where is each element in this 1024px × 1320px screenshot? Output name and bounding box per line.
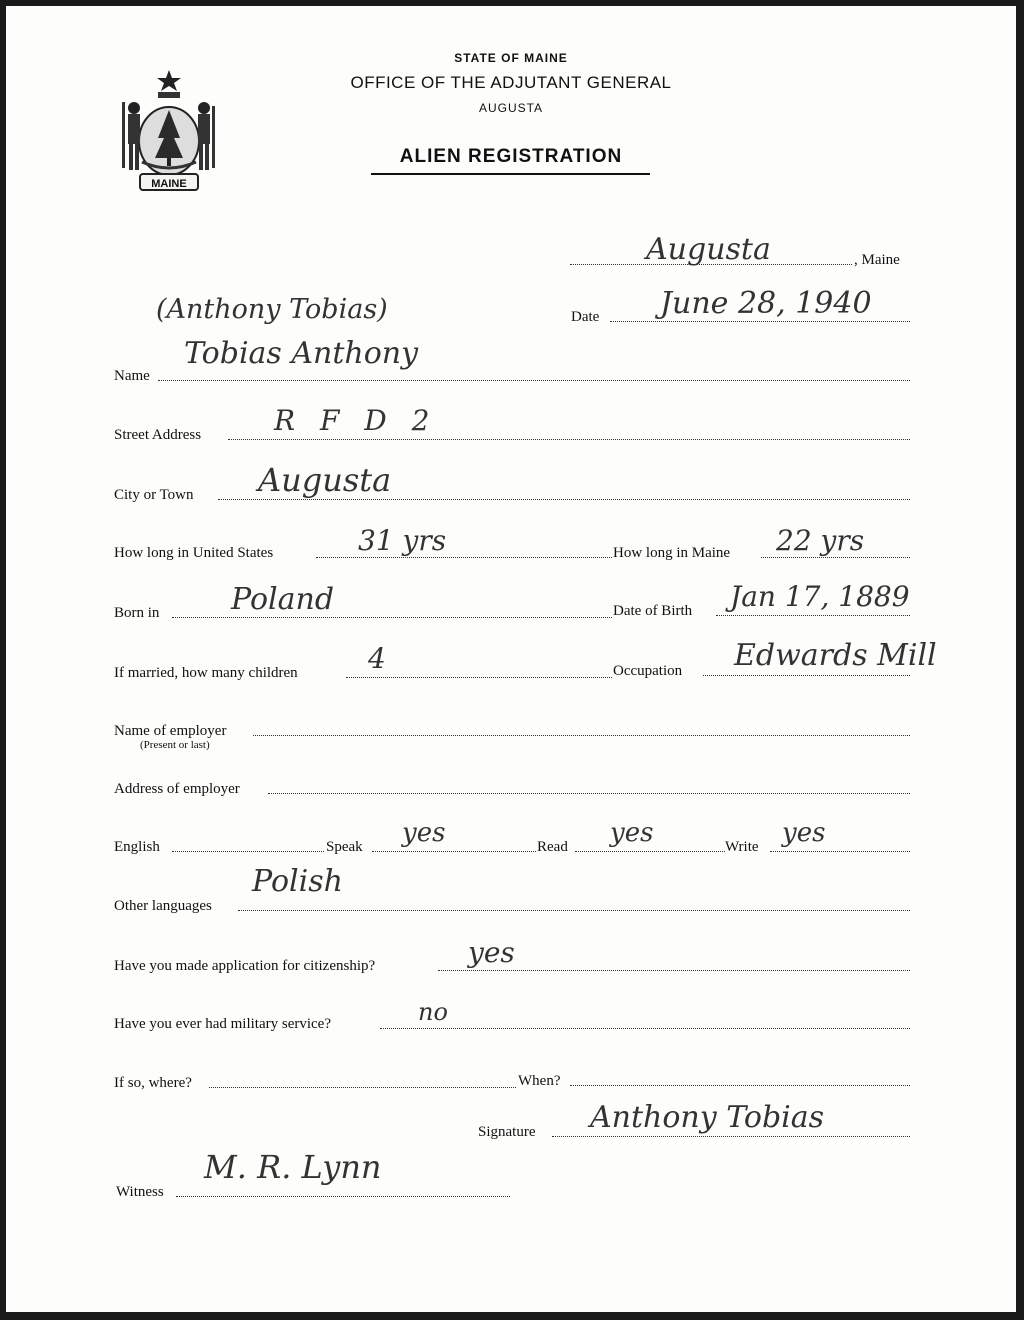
other-languages-value: Polish	[252, 864, 343, 899]
born-in-label: Born in	[114, 605, 160, 621]
employer-address-label: Address of employer	[114, 781, 240, 797]
registration-form	[6, 6, 1016, 1312]
military-label: Have you ever had military service?	[114, 1016, 331, 1032]
title-underline	[371, 173, 650, 175]
occupation-line	[703, 675, 910, 676]
write-value: yes	[782, 818, 826, 848]
office-heading: OFFICE OF THE ADJUTANT GENERAL	[350, 73, 672, 92]
occupation-value: Edwards Mill	[734, 638, 937, 673]
if-so-where-label: If so, where?	[114, 1075, 192, 1091]
other-languages-line	[238, 910, 910, 911]
english-line	[172, 851, 324, 852]
english-label: English	[114, 839, 160, 855]
how-long-maine-value: 22 yrs	[776, 524, 865, 557]
employer-name-label: Name of employer	[114, 723, 227, 739]
other-languages-label: Other languages	[114, 898, 212, 914]
city-label: City or Town	[114, 487, 194, 503]
write-line	[770, 851, 910, 852]
place-value: Augusta	[646, 232, 771, 267]
read-value: yes	[610, 818, 654, 848]
children-line	[346, 677, 612, 678]
citizenship-label: Have you made application for citizenship?	[114, 958, 376, 974]
date-line	[610, 321, 910, 322]
city-heading: AUGUSTA	[478, 101, 544, 115]
signature-line	[552, 1136, 910, 1137]
seal-banner-text: MAINE	[151, 178, 187, 190]
citizenship-line	[438, 970, 910, 971]
witness-value: M. R. Lynn	[204, 1148, 382, 1186]
military-value: no	[418, 998, 448, 1026]
employer-name-line	[253, 735, 910, 736]
occupation-label: Occupation	[613, 663, 683, 679]
form-title: ALIEN REGISTRATION	[399, 146, 623, 167]
how-long-us-label: How long in United States	[114, 545, 274, 561]
signature-value: Anthony Tobias	[590, 1100, 825, 1135]
speak-line	[372, 851, 536, 852]
military-line	[380, 1028, 910, 1029]
how-long-us-line	[316, 557, 612, 558]
street-address-value: R F D 2	[274, 404, 438, 437]
how-long-maine-line	[761, 557, 910, 558]
date-value: June 28, 1940	[660, 286, 872, 321]
citizenship-value: yes	[468, 936, 515, 969]
name-value: Tobias Anthony	[184, 336, 419, 371]
when-label: When?	[518, 1073, 561, 1089]
where-line	[209, 1087, 516, 1088]
born-in-line	[172, 617, 612, 618]
children-label: If married, how many children	[114, 665, 298, 681]
city-line	[218, 499, 910, 500]
name-note-value: (Anthony Tobias)	[156, 294, 388, 325]
read-line	[575, 851, 725, 852]
maine-label: , Maine	[854, 252, 900, 268]
read-label: Read	[537, 839, 568, 855]
how-long-maine-label: How long in Maine	[613, 545, 731, 561]
city-value: Augusta	[258, 461, 392, 499]
name-line	[158, 380, 910, 381]
speak-label: Speak	[326, 839, 363, 855]
witness-label: Witness	[116, 1184, 164, 1200]
witness-line	[176, 1196, 510, 1197]
when-line	[570, 1085, 910, 1086]
name-label: Name	[114, 368, 150, 384]
employer-note: (Present or last)	[140, 739, 210, 751]
street-address-label: Street Address	[114, 427, 202, 443]
how-long-us-value: 31 yrs	[358, 524, 447, 557]
signature-label: Signature	[478, 1124, 536, 1140]
write-label: Write	[725, 839, 759, 855]
children-value: 4	[368, 642, 386, 675]
street-address-line	[228, 439, 910, 440]
born-in-value: Poland	[231, 582, 335, 617]
speak-value: yes	[402, 818, 446, 848]
date-label: Date	[571, 309, 600, 325]
date-of-birth-value: Jan 17, 1889	[730, 580, 910, 613]
employer-address-line	[268, 793, 910, 794]
date-of-birth-label: Date of Birth	[613, 603, 693, 619]
state-heading: STATE OF MAINE	[454, 51, 568, 65]
date-of-birth-line	[716, 615, 910, 616]
